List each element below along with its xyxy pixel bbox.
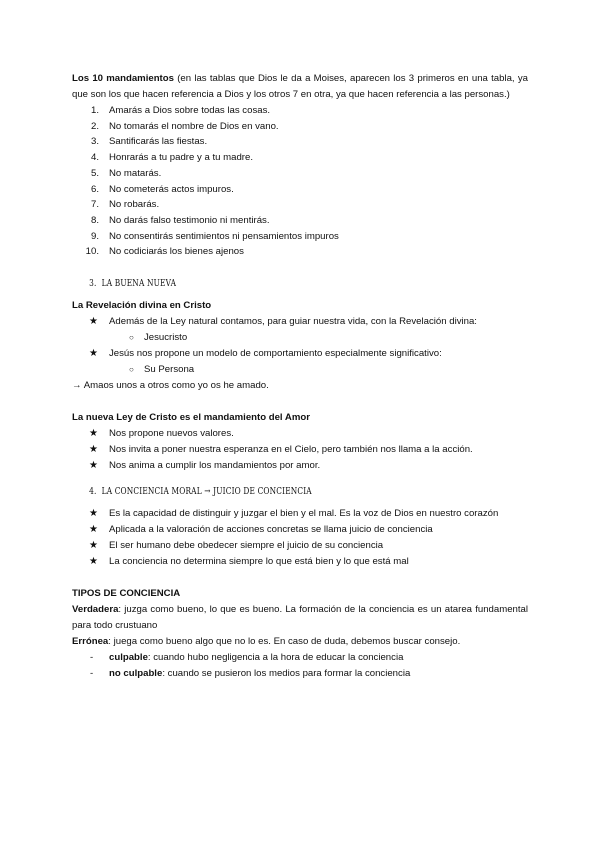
section-number: 4. — [89, 486, 97, 498]
list-item — [72, 150, 528, 166]
list-item — [72, 522, 528, 538]
list-number: 7. — [90, 199, 99, 211]
sub-list — [72, 330, 528, 346]
term-text: : cuando se pusieron los medios para formar la conciencia — [162, 668, 411, 680]
list-text: No robarás. — [109, 199, 160, 211]
sub-list — [72, 362, 528, 378]
list-text: Amarás a Dios sobre todas las cosas. — [109, 105, 271, 116]
revelacion-list — [72, 314, 528, 378]
list-number: 6. — [90, 183, 99, 195]
list-number: 5. — [90, 167, 99, 179]
list-number: 1. — [90, 105, 99, 116]
list-item — [72, 166, 528, 182]
spacer — [72, 570, 528, 586]
list-item — [72, 426, 528, 442]
section-3-heading — [72, 276, 428, 292]
circle-bullet-icon: ○ — [129, 365, 134, 375]
intro-text: (en las tablas que Dios le da a Moises, aparecen los 3 primeros en una tabla, ya que son los que hacen referencia a Dios y los otros 7 en otra, ya que hacen referencia a las personas.) — [72, 73, 528, 100]
term-label: no culpable — [109, 668, 163, 680]
nueva-ley-list — [72, 426, 528, 474]
list-item — [72, 182, 528, 198]
list-item — [72, 506, 528, 522]
subheading-text: La nueva Ley de Cristo es el mandamiento del Amor — [72, 412, 310, 424]
list-text: No cometerás actos impuros. — [109, 183, 234, 195]
list-number: 4. — [90, 152, 99, 164]
verdadera-paragraph — [72, 602, 528, 634]
list-text: Además de la Ley natural contamos, para guiar nuestra vida, con la Revelación divina: — [109, 316, 477, 328]
list-item — [72, 244, 528, 260]
list-number: 3. — [90, 136, 99, 148]
list-item — [72, 458, 528, 474]
list-text: Aplicada a la valoración de acciones concretas se llama juicio de conciencia — [109, 524, 433, 536]
star-icon: ★ — [89, 348, 98, 360]
dash-bullet: - — [90, 652, 94, 664]
list-text: La conciencia no determina siempre lo que está bien y lo que está mal — [109, 556, 409, 568]
term-label: Errónea — [72, 636, 109, 648]
list-text: Nos anima a cumplir los mandamientos por amor. — [109, 460, 321, 472]
intro-bold: Los 10 mandamientos — [72, 73, 174, 84]
list-item — [72, 554, 528, 570]
list-text: No matarás. — [109, 167, 162, 179]
list-item — [72, 650, 528, 666]
section-title: LA CONCIENCIA MORAL → JUICIO DE CONCIENCIA — [101, 486, 312, 498]
arrow-line: → Amaos unos a otros como yo os he amado. — [72, 380, 269, 392]
star-icon: ★ — [89, 524, 98, 536]
list-item — [72, 666, 528, 682]
list-item — [72, 314, 528, 346]
section-title: LA BUENA NUEVA — [101, 278, 177, 290]
section-number: 3. — [89, 278, 97, 290]
list-text: Jesús nos propone un modelo de comportamiento especialmente significativo: — [109, 348, 442, 360]
list-text: No darás falso testimonio ni mentirás. — [109, 214, 270, 226]
dash-bullet: - — [90, 668, 94, 680]
list-text: El ser humano debe obedecer siempre el juicio de su conciencia — [109, 540, 384, 552]
term-label: Verdadera — [72, 604, 119, 616]
erronea-sub-list — [72, 650, 528, 682]
list-number: 10. — [85, 246, 99, 258]
document-page — [72, 71, 528, 682]
star-icon: ★ — [89, 460, 98, 472]
list-number: 9. — [90, 230, 99, 242]
star-icon: ★ — [89, 316, 98, 328]
list-text: No codiciarás los bienes ajenos — [109, 246, 244, 258]
circle-bullet-icon: ○ — [129, 333, 134, 343]
list-text: Nos invita a poner nuestra esperanza en el Cielo, pero también nos llama a la acción. — [109, 444, 473, 456]
list-number: 8. — [90, 214, 99, 226]
list-item — [72, 346, 528, 378]
list-text: No tomarás el nombre de Dios en vano. — [109, 120, 279, 132]
star-icon: ★ — [89, 556, 98, 568]
list-text: Su Persona — [144, 364, 195, 376]
subheading-nueva-ley — [72, 410, 528, 426]
list-number: 2. — [90, 120, 99, 132]
list-item — [72, 330, 528, 346]
list-text: Es la capacidad de distinguir y juzgar el bien y el mal. Es la voz de Dios en nuestro corazón — [109, 508, 499, 520]
list-text: Honrarás a tu padre y a tu madre. — [109, 152, 253, 164]
commandments-list — [72, 103, 528, 260]
section-4-heading — [72, 484, 428, 500]
term-text: : juega como bueno algo que no lo es. En caso de duda, debemos buscar consejo. — [108, 636, 461, 648]
list-item — [72, 538, 528, 554]
star-icon: ★ — [89, 428, 98, 440]
list-item — [72, 213, 528, 229]
list-item — [72, 197, 528, 213]
star-icon: ★ — [89, 540, 98, 552]
heading-text: TIPOS DE CONCIENCIA — [72, 588, 181, 600]
subheading-revelacion — [72, 298, 528, 314]
term-text: : juzga como bueno, lo que es bueno. La formación de la conciencia es un atarea fundamental para todo crustuano — [72, 604, 528, 632]
list-text: No consentirás sentimientos ni pensamientos impuros — [109, 230, 339, 242]
list-text: Santificarás las fiestas. — [109, 136, 208, 148]
erronea-paragraph — [72, 634, 528, 650]
star-icon: ★ — [89, 444, 98, 456]
list-item — [72, 229, 528, 245]
intro-paragraph — [72, 71, 528, 103]
list-item — [72, 442, 528, 458]
list-text: Nos propone nuevos valores. — [109, 428, 234, 440]
list-item — [72, 119, 528, 135]
star-icon: ★ — [89, 508, 98, 520]
term-label: culpable — [109, 652, 148, 664]
list-item — [72, 103, 528, 119]
conciencia-list — [72, 506, 528, 570]
list-item — [72, 134, 528, 150]
list-text: Jesucristo — [144, 332, 188, 344]
list-item — [72, 362, 528, 378]
spacer — [72, 394, 528, 410]
term-text: : cuando hubo negligencia a la hora de educar la conciencia — [147, 652, 404, 664]
tipos-heading — [72, 586, 528, 602]
subheading-text: La Revelación divina en Cristo — [72, 300, 212, 312]
